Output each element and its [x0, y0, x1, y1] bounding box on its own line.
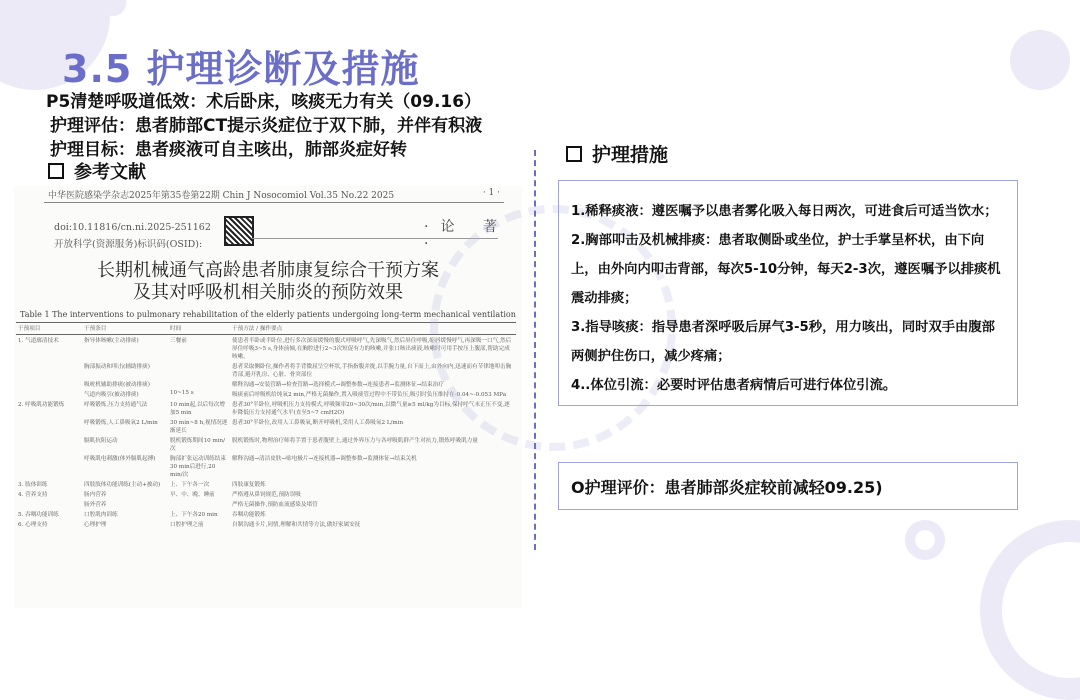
- table-header-cell: 时间: [168, 323, 230, 334]
- table-cell: 解释沟通→安装管路→检查管路→选择模式→调整参数→连接患者→监测体征→结束治疗: [232, 382, 444, 388]
- table-cell: 10 min起,以后每次增加5 min: [170, 402, 225, 416]
- table-cell: 自制沟通卡片,同情,理解和共情等方法,做好家属安抚: [232, 522, 361, 528]
- table-cell: 四肢康复锻炼: [232, 482, 266, 488]
- table-cell: 气道内吸引(被动排痰): [84, 392, 139, 398]
- table-cell: 胸部扩张运动训练结束30 min后进行,20 min/次: [170, 456, 226, 478]
- table-cell: 4. 营养支持: [18, 492, 48, 498]
- table-row: [16, 453, 516, 479]
- table-cell: 心理护理: [84, 522, 107, 528]
- table-cell: 30 min~8 h,视情况逐渐延长: [170, 420, 228, 434]
- table-cell: [16, 417, 82, 435]
- table-cell: 呼吸锻炼,人工鼻吸氧2 L/min: [84, 420, 158, 426]
- decor-circle-bottom-right: [980, 520, 1080, 700]
- paper-header-rule: [44, 202, 504, 203]
- table-cell: 解释沟通→清洁皮肤→贴电极片→连接机器→调整参数→监测体征→结束关机: [232, 456, 417, 462]
- table-row: [16, 489, 516, 499]
- table-row: [16, 499, 516, 509]
- table-header-cell: 干预条目: [82, 323, 168, 334]
- table-cell: [16, 389, 82, 399]
- table-cell: 膈肌抗阻运动: [84, 438, 118, 444]
- measure-item: 4..体位引流：必要时评估患者病情后可进行体位引流。: [571, 378, 897, 393]
- table-cell: 胸部振动和叩击(辅助排痰): [84, 364, 150, 370]
- qr-code-icon: [224, 216, 254, 246]
- table-cell: 1. 气道廓清技术: [18, 338, 59, 344]
- table-cell: 脱机锻炼期间10 min/次: [170, 438, 226, 452]
- table-row: [16, 519, 516, 529]
- table-cell: 四肢肢体功能训练(主动+被动): [84, 482, 161, 488]
- paper-page-number: · 1 ·: [482, 188, 500, 198]
- table-cell: 10~15 s: [170, 390, 194, 396]
- decor-circle-top-right: [1010, 30, 1070, 90]
- reference-paper-image: [14, 186, 522, 608]
- table-row: [16, 389, 516, 399]
- table-cell: 呼吸肌电刺激(体外膈肌起搏): [84, 456, 156, 462]
- paper-title-line1: 长期机械通气高龄患者肺康复综合干预方案: [97, 260, 439, 281]
- table-cell: 口腔肌肉训练: [84, 512, 118, 518]
- table-cell: 三餐前: [170, 338, 187, 344]
- measure-item: 1.稀释痰液：遵医嘱予以患者雾化吸入每日两次，可进食后可适当饮水；: [571, 204, 998, 219]
- decor-circle-bottom-right-2: [905, 520, 945, 560]
- measure-item: 2.胸部叩击及机械排痰：患者取侧卧或坐位，护士手掌呈杯状，由下向上，由外向内叩击背部，每次5-10分钟，每天2-3次，遵医嘱予以排痰机震动排痰；: [571, 233, 1001, 306]
- table-cell: 患者30°半卧位,呼吸机压力支持模式,呼吸频率20~30次/min,以微气量≥5 ml/kg为目标,保持呼气末正压不变,逐步降低压力支持通气水平(直至5~7 cmH2O): [232, 402, 510, 416]
- table-cell: [168, 361, 230, 379]
- table-caption-en: Table 1 The interventions to pulmonary rehabilitation of the elderly patients undergoing long-term mechanical ventilation: [20, 310, 516, 319]
- page-title: 3.5 护理诊断及措施: [62, 47, 420, 91]
- table-cell: 严格遵从鼻饲规范,预防误吸: [232, 492, 301, 498]
- table-cell: 脱机锻炼时,物理治疗师将手置于患者腹壁上,通过外界压力与各呼吸肌群产生对抗力,锻炼呼吸肌力量: [232, 438, 478, 444]
- table-cell: 吸痰前后呼吸机给纯氧2 min,严格无菌操作,置入吸痰管过程中不带负压,吸引时负压维持在-0.04~-0.053 MPa: [232, 392, 507, 398]
- measures-box: [558, 180, 1018, 406]
- paper-osid: 开放科学(资源服务)标识码(OSID):: [54, 239, 203, 250]
- paper-header: 中华医院感染学杂志2025年第35卷第22期 Chin J Nosocomiol Vol.35 No.22 2025: [48, 191, 395, 201]
- table-cell: 5. 吞咽功能训练: [18, 512, 59, 518]
- table-cell: 吸吮机辅助排痰(被动排痰): [84, 382, 150, 388]
- table-cell: 严格无菌操作,预防血流感染及堵管: [232, 502, 318, 508]
- table-cell: [16, 361, 82, 379]
- assessment-line: 护理评估：患者肺部CT提示炎症位于双下肺，并伴有积液: [50, 116, 483, 136]
- paper-article-type: ·论 著·: [424, 219, 509, 252]
- table-cell: [168, 499, 230, 509]
- table-cell: [16, 379, 82, 389]
- checkbox-square-icon: [566, 146, 582, 162]
- table-cell: 患者采取侧卧位,操作者将手背微屈呈空杯状,手指指腹并拢,以手腕力量,自下而上,由外向内,迅速而有节律地叩击胸背部,避开乳房、心脏、骨突部位: [232, 364, 512, 378]
- table-cell: 早、中、晚、睡前: [170, 492, 215, 498]
- table-cell: 肠内营养: [84, 492, 107, 498]
- table-cell: 上、下午各一次: [170, 482, 210, 488]
- table-cell: 6. 心理支持: [18, 522, 48, 528]
- table-cell: 肠外营养: [84, 502, 107, 508]
- measures-heading: 护理措施: [566, 140, 668, 167]
- table-row: [16, 435, 516, 453]
- paper-title-line2: 及其对呼吸机相关肺炎的预防效果: [133, 282, 403, 303]
- table-header-cell: 干预项目: [16, 323, 82, 334]
- checkbox-square-icon: [48, 163, 64, 179]
- table-cell: 指导体咳嗽(主动排痰): [84, 338, 139, 344]
- table-cell: 2. 呼吸肌功能锻炼: [18, 402, 65, 408]
- table-cell: [16, 453, 82, 479]
- table-cell: [16, 499, 82, 509]
- table-cell: 吞咽功能锻炼: [232, 512, 266, 518]
- table-row: [16, 399, 516, 417]
- table-row: [16, 479, 516, 489]
- vertical-divider: [534, 150, 536, 550]
- goal-line: 护理目标：患者痰液可自主咳出，肺部炎症好转: [50, 140, 407, 160]
- measure-item: 3.指导咳痰：指导患者深呼吸后屏气3-5秒，用力咳出，同时双手由腹部两侧护住伤口，减少疼痛；: [571, 320, 995, 364]
- table-row: [16, 509, 516, 519]
- table-cell: [16, 435, 82, 453]
- reference-heading: 参考文献: [48, 158, 146, 184]
- diagnosis-line: P5清楚呼吸道低效：术后卧床，咳痰无力有关（09.16）: [46, 92, 482, 112]
- table-cell: 患者30°半卧位,改用人工鼻吸氧,断开呼吸机,采用人工鼻吸氧2 L/min: [232, 420, 404, 426]
- table-cell: 使患者半卧或半卧位,进行多次深而缓慢的腹式呼吸呼气,先深吸气,然后屏住呼吸,缩唇缓慢呼气,再深吸一口气,然后屏住呼吸3~5 s,身体前倾,在胸腔进行2~3次短促有力的咳嗽,并张口咳出痰液,咳嗽时可用手按压上腹部,帮助完成咳嗽。: [232, 338, 512, 360]
- table-cell: 上、下午各20 min: [170, 512, 218, 518]
- table-cell: [168, 379, 230, 389]
- evaluation-box: O护理评价：患者肺部炎症较前减轻09.25): [558, 462, 1018, 510]
- table-row: [16, 417, 516, 435]
- table-cell: 口腔护理之前: [170, 522, 204, 528]
- table-header-cell: 干预方法 / 操作要点: [230, 323, 516, 334]
- table-cell: 3. 肢体训练: [18, 482, 48, 488]
- diagnosis-block: [46, 90, 482, 162]
- table-cell: 呼吸锻炼,压力支持通气法: [84, 402, 148, 408]
- paper-doi: doi:10.11816/cn.ni.2025-251162: [54, 222, 211, 233]
